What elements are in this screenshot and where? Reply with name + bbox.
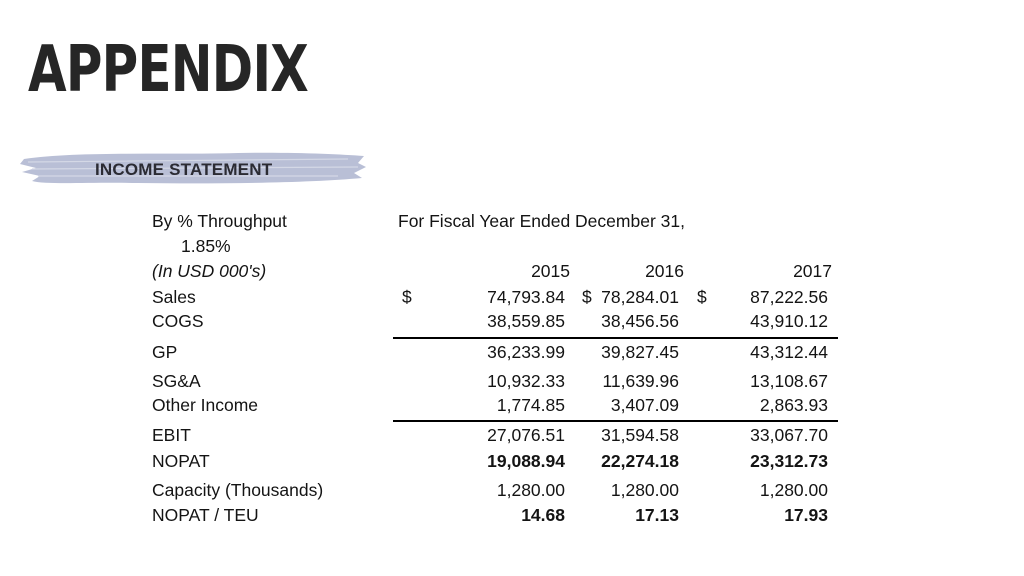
value-sales-2015: 74,793.84 <box>487 287 565 307</box>
value-nopat-per-teu-2016: 17.13 <box>635 505 679 525</box>
currency-symbol: $ <box>402 287 412 307</box>
year-2015-header: 2015 <box>531 261 570 281</box>
row-label-nopat: NOPAT <box>152 451 210 471</box>
value-sga-2015: 10,932.33 <box>487 371 565 391</box>
value-nopat-2017: 23,312.73 <box>750 451 828 471</box>
row-label-cogs: COGS <box>152 311 204 331</box>
value-cogs-2017: 43,910.12 <box>750 311 828 331</box>
value-ebit-2015: 27,076.51 <box>487 425 565 445</box>
value-capacity-2017: 1,280.00 <box>759 480 828 500</box>
value-gp-2017: 43,312.44 <box>750 342 828 362</box>
rule-line <box>393 337 838 339</box>
value-ebit-2017: 33,067.70 <box>750 425 828 445</box>
value-sga-2017: 13,108.67 <box>750 371 828 391</box>
value-sales-2017: 87,222.56 <box>750 287 828 307</box>
value-nopat-per-teu-2015: 14.68 <box>521 505 565 525</box>
row-label-gp: GP <box>152 342 178 362</box>
row-label-nopat-per-teu: NOPAT / TEU <box>152 505 259 525</box>
row-label-other-income: Other Income <box>152 395 259 415</box>
rule-line <box>393 420 838 422</box>
value-other-income-2016: 3,407.09 <box>610 395 679 415</box>
value-ebit-2016: 31,594.58 <box>601 425 679 445</box>
value-cogs-2016: 38,456.56 <box>601 311 679 331</box>
throughput-value: 1.85% <box>181 236 231 256</box>
value-other-income-2017: 2,863.93 <box>759 395 828 415</box>
value-other-income-2015: 1,774.85 <box>496 395 565 415</box>
page-title: APPENDIX <box>28 33 308 107</box>
value-capacity-2015: 1,280.00 <box>496 480 565 500</box>
units-label: (In USD 000's) <box>152 261 267 281</box>
row-label-sga: SG&A <box>152 371 201 391</box>
value-nopat-per-teu-2017: 17.93 <box>784 505 828 525</box>
currency-symbol: $ <box>582 287 592 307</box>
year-2016-header: 2016 <box>645 261 684 281</box>
value-gp-2015: 36,233.99 <box>487 342 565 362</box>
value-sales-2016: 78,284.01 <box>601 287 679 307</box>
throughput-label: By % Throughput <box>152 211 287 231</box>
currency-symbol: $ <box>697 287 707 307</box>
row-label-capacity: Capacity (Thousands) <box>152 480 324 500</box>
value-gp-2016: 39,827.45 <box>601 342 679 362</box>
row-label-sales: Sales <box>152 287 196 307</box>
year-2017-header: 2017 <box>793 261 832 281</box>
value-cogs-2015: 38,559.85 <box>487 311 565 331</box>
value-sga-2016: 11,639.96 <box>602 371 679 391</box>
value-nopat-2015: 19,088.94 <box>487 451 565 471</box>
value-nopat-2016: 22,274.18 <box>601 451 679 471</box>
section-label: INCOME STATEMENT <box>95 160 273 179</box>
row-label-ebit: EBIT <box>152 425 191 445</box>
value-capacity-2016: 1,280.00 <box>610 480 679 500</box>
fiscal-year-label: For Fiscal Year Ended December 31, <box>398 211 685 231</box>
